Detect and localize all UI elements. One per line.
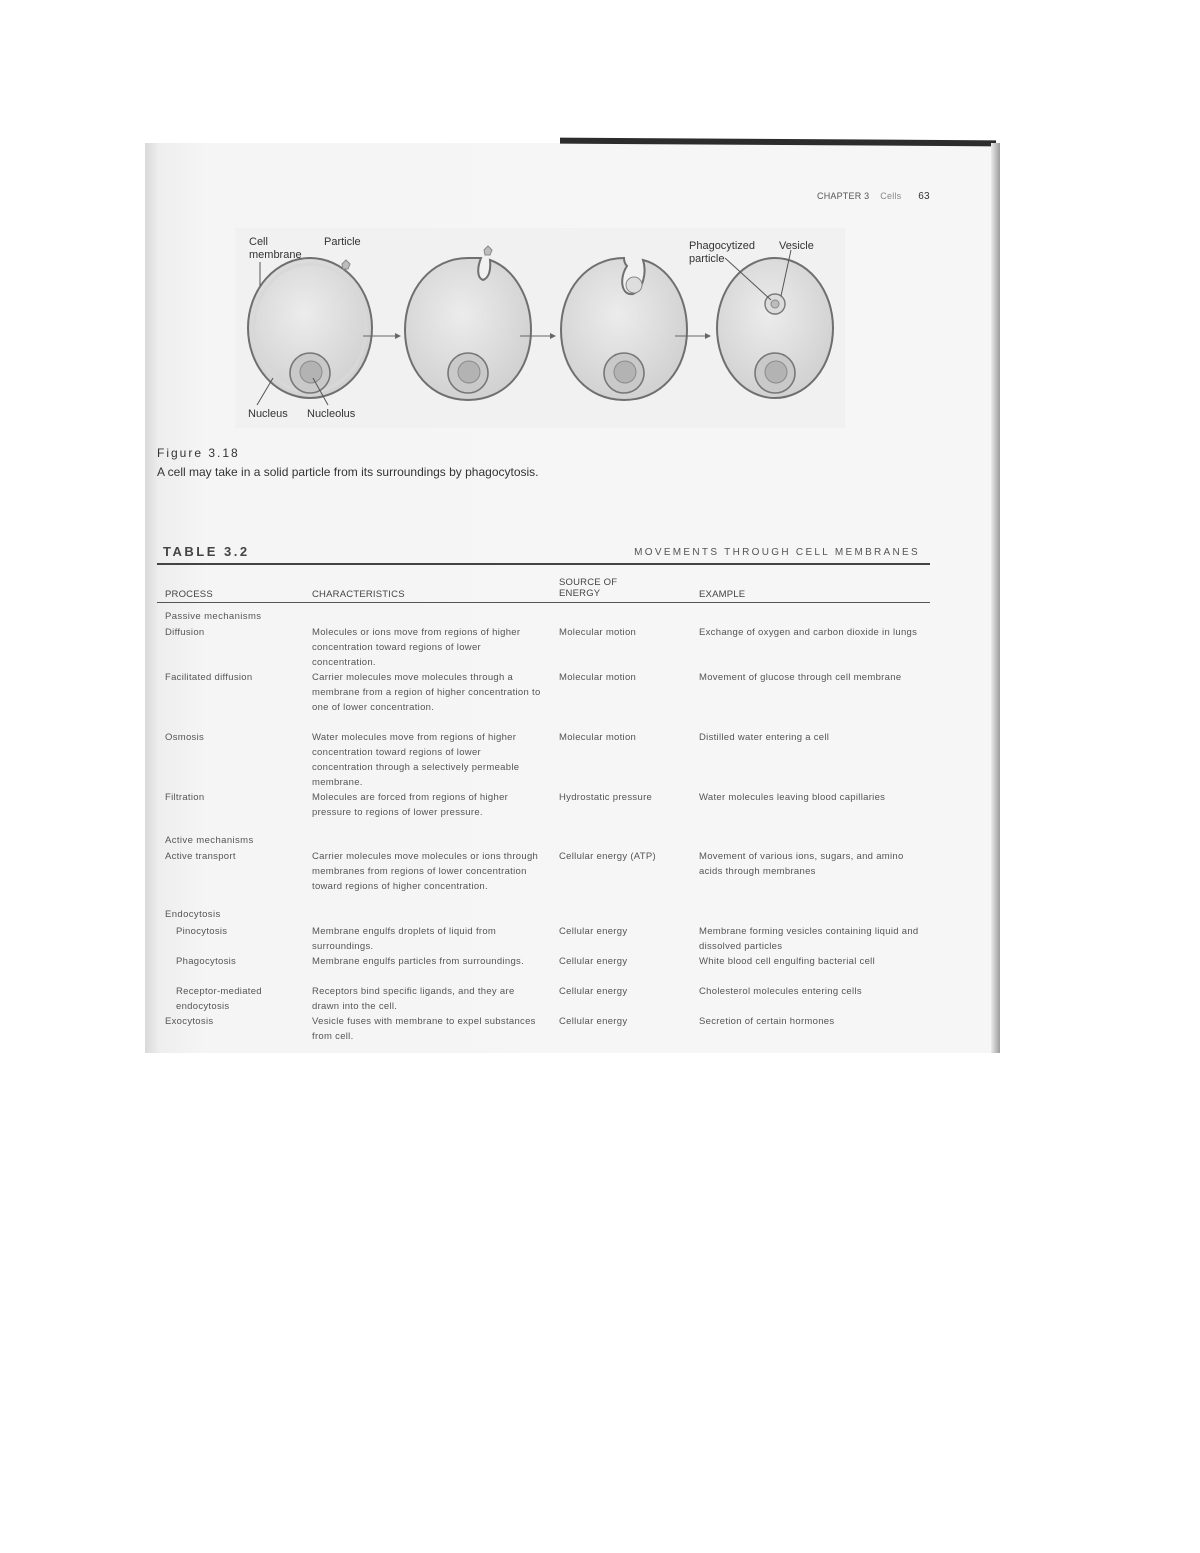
cell-stage-4 bbox=[717, 250, 833, 398]
energy-cell: Cellular energy (ATP) bbox=[559, 851, 656, 862]
process-cell: Diffusion bbox=[165, 627, 205, 638]
column-header-characteristics: CHARACTERISTICS bbox=[312, 589, 405, 600]
characteristics-cell: Vesicle fuses with membrane to expel substances from cell. bbox=[312, 1016, 536, 1042]
table-subtitle: MOVEMENTS THROUGH CELL MEMBRANES bbox=[634, 547, 920, 558]
cell-membrane-label: Cell membrane bbox=[249, 236, 302, 261]
example-cell: Movement of various ions, sugars, and amino acids through membranes bbox=[699, 851, 904, 877]
cell-stage-1 bbox=[248, 258, 372, 405]
page-edge-shadow-right bbox=[991, 143, 1000, 1053]
page-number: 63 bbox=[918, 191, 930, 202]
cell-stage-2 bbox=[405, 246, 531, 400]
table-header-rule bbox=[157, 602, 930, 603]
vesicle-label: Vesicle bbox=[779, 240, 814, 252]
energy-cell: Cellular energy bbox=[559, 986, 628, 997]
section-label: Cells bbox=[880, 191, 902, 201]
process-cell: Osmosis bbox=[165, 732, 205, 743]
process-cell: Exocytosis bbox=[165, 1016, 214, 1027]
example-cell: Secretion of certain hormones bbox=[699, 1016, 835, 1027]
column-header-energy: SOURCE OF ENERGY bbox=[559, 577, 618, 599]
column-header-process: PROCESS bbox=[165, 589, 213, 600]
process-cell: Filtration bbox=[165, 792, 205, 803]
characteristics-cell: Molecules or ions move from regions of higher concentration toward regions of lower concentration. bbox=[312, 627, 521, 668]
energy-cell: Cellular energy bbox=[559, 956, 628, 967]
energy-cell: Cellular energy bbox=[559, 1016, 628, 1027]
table-title: TABLE 3.2 bbox=[163, 544, 250, 559]
characteristics-cell: Receptors bind specific ligands, and they are drawn into the cell. bbox=[312, 986, 515, 1012]
characteristics-cell: Carrier molecules move molecules through a membrane from a region of higher concentration to one of lower concentration. bbox=[312, 672, 541, 713]
group-heading-passive: Passive mechanisms bbox=[165, 611, 262, 622]
example-cell: Membrane forming vesicles containing liquid and dissolved particles bbox=[699, 926, 919, 952]
energy-cell: Molecular motion bbox=[559, 732, 637, 743]
phagocytized-particle-label: Phagocytized particle bbox=[689, 240, 756, 265]
example-cell: White blood cell engulfing bacterial cell bbox=[699, 956, 876, 967]
example-cell: Cholesterol molecules entering cells bbox=[699, 986, 862, 997]
example-cell: Movement of glucose through cell membrane bbox=[699, 672, 902, 683]
group-heading-endocytosis: Endocytosis bbox=[165, 909, 221, 920]
characteristics-cell: Carrier molecules move molecules or ions through membranes from regions of lower concentration toward regions of higher concentration. bbox=[312, 851, 539, 892]
column-header-example: EXAMPLE bbox=[699, 589, 746, 600]
energy-cell: Molecular motion bbox=[559, 672, 637, 683]
characteristics-cell: Molecules are forced from regions of higher pressure to regions of lower pressure. bbox=[312, 792, 509, 818]
nucleus-label: Nucleus bbox=[248, 408, 288, 420]
table-top-rule bbox=[157, 563, 930, 565]
group-heading-active: Active mechanisms bbox=[165, 835, 254, 846]
process-cell: Active transport bbox=[165, 851, 236, 862]
characteristics-cell: Water molecules move from regions of higher concentration toward regions of lower concentration through a selectively permeable membrane. bbox=[312, 732, 520, 788]
characteristics-cell: Membrane engulfs particles from surroundings. bbox=[312, 956, 525, 967]
particle-label: Particle bbox=[324, 236, 361, 248]
characteristics-cell: Membrane engulfs droplets of liquid from surroundings. bbox=[312, 926, 497, 952]
phagocytosis-diagram bbox=[235, 228, 845, 428]
process-cell: Pinocytosis bbox=[176, 926, 228, 937]
running-header bbox=[817, 191, 930, 202]
energy-cell: Molecular motion bbox=[559, 627, 637, 638]
process-cell: Receptor-mediated endocytosis bbox=[176, 986, 262, 1012]
example-cell: Distilled water entering a cell bbox=[699, 732, 830, 743]
example-cell: Exchange of oxygen and carbon dioxide in lungs bbox=[699, 627, 918, 638]
figure-title: Figure 3.18 bbox=[157, 446, 240, 460]
cell-stage-3 bbox=[561, 258, 687, 400]
particle-shape bbox=[342, 260, 350, 269]
energy-cell: Hydrostatic pressure bbox=[559, 792, 653, 803]
process-cell: Facilitated diffusion bbox=[165, 672, 253, 683]
nucleolus-label: Nucleolus bbox=[307, 408, 356, 420]
example-cell: Water molecules leaving blood capillaries bbox=[699, 792, 886, 803]
energy-cell: Cellular energy bbox=[559, 926, 628, 937]
chapter-label: CHAPTER 3 bbox=[817, 191, 870, 201]
figure-caption: A cell may take in a solid particle from its surroundings by phagocytosis. bbox=[157, 465, 539, 479]
process-cell: Phagocytosis bbox=[176, 956, 237, 967]
